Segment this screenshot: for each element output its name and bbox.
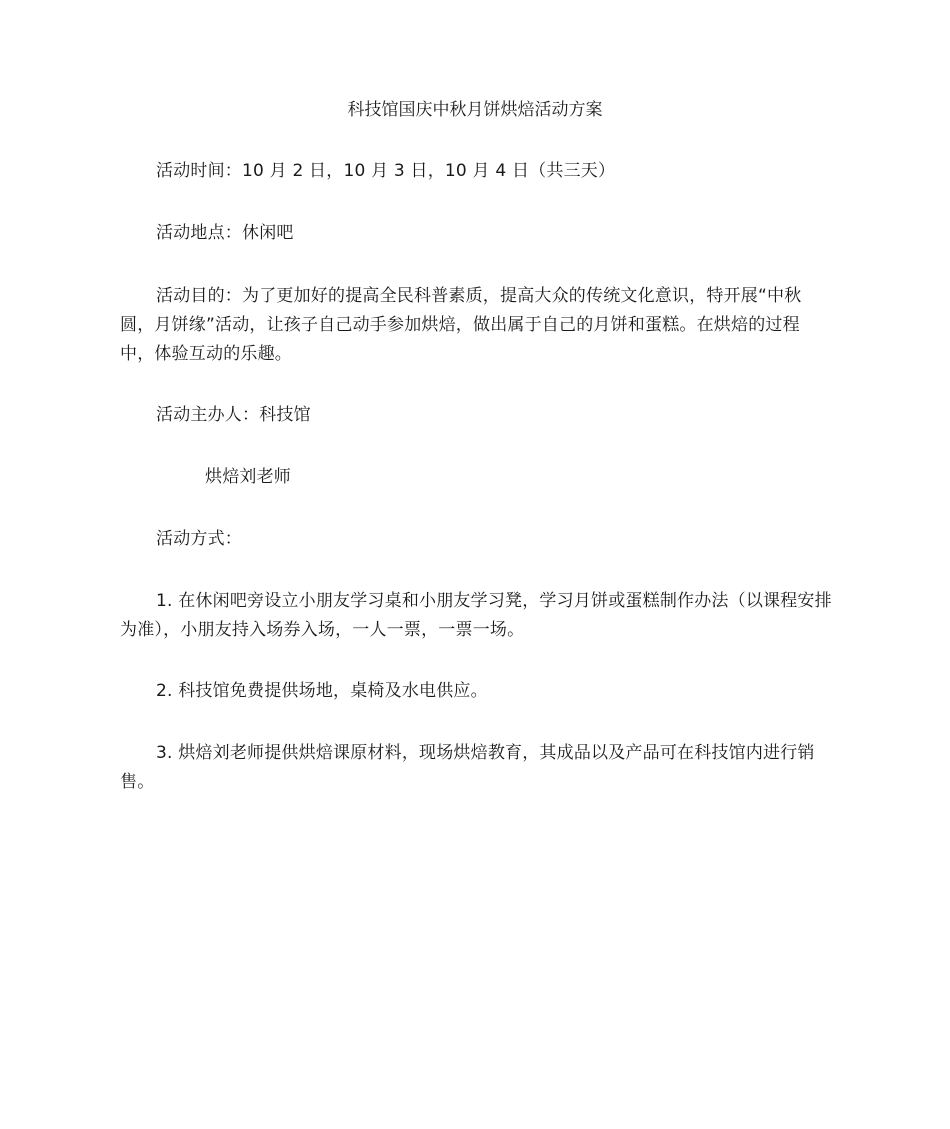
method-item-1: 1. 在休闲吧旁设立小朋友学习桌和小朋友学习凳，学习月饼或蛋糕制作办法（以课程安排为准），小朋友持入场券入场，一人一票，一票一场。 xyxy=(120,591,832,640)
activity-organizer: 活动主办人：科技馆 xyxy=(156,405,311,425)
activity-location: 活动地点：休闲吧 xyxy=(156,223,294,243)
activity-purpose: 活动目的：为了更加好的提高全民科普素质，提高大众的传统文化意识，特开展“中秋圆，月饼缘”活动，让孩子自己动手参加烘焙，做出属于自己的月饼和蛋糕。在烘焙的过程中，体验互动的乐趣。 xyxy=(120,286,802,364)
activity-time: 活动时间：10 月 2 日，10 月 3 日，10 月 4 日（共三天） xyxy=(156,161,616,181)
document-title: 科技馆国庆中秋月饼烘焙活动方案 xyxy=(347,100,603,120)
method-item-2: 2. 科技馆免费提供场地，桌椅及水电供应。 xyxy=(156,681,488,701)
method-item-3: 3. 烘焙刘老师提供烘焙课原材料，现场烘焙教育，其成品以及产品可在科技馆内进行销售。 xyxy=(120,743,815,792)
activity-method-heading: 活动方式： xyxy=(156,529,242,549)
activity-co-organizer: 烘焙刘老师 xyxy=(205,467,291,487)
